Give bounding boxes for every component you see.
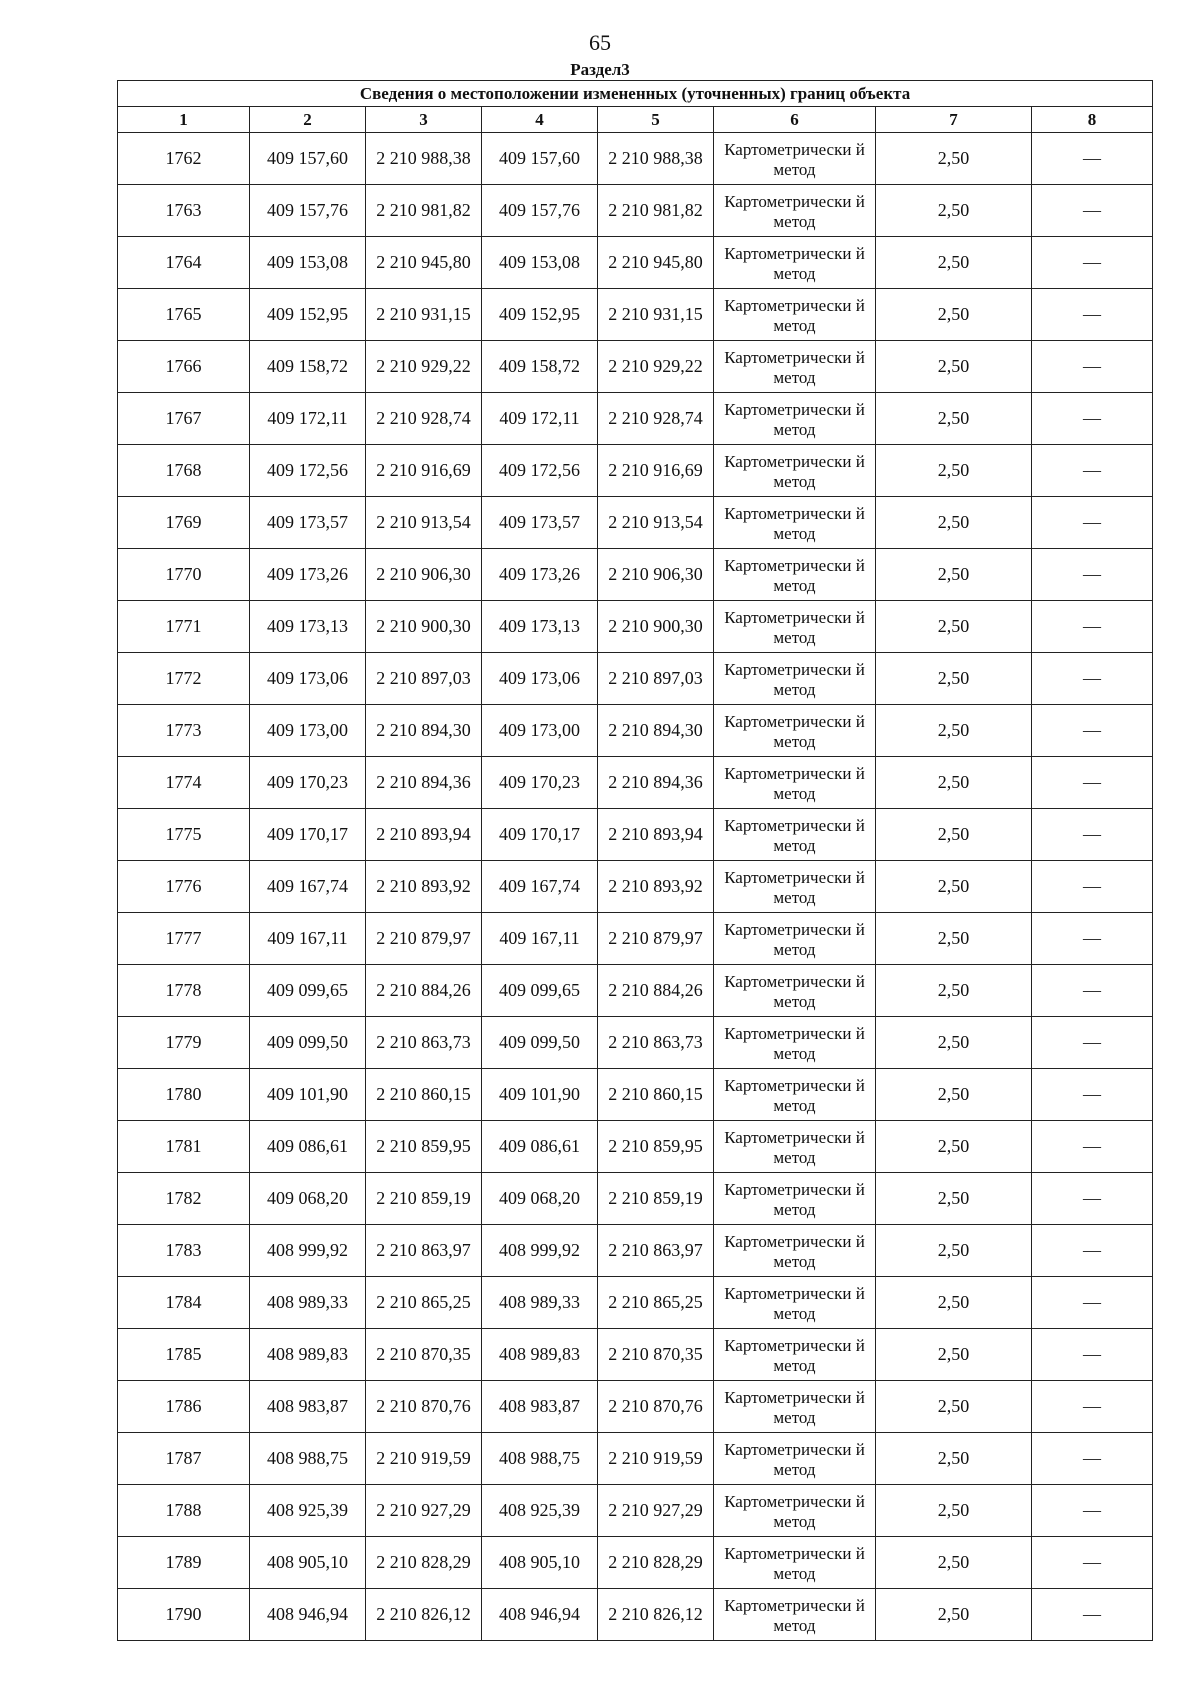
table-cell: 409 173,57: [482, 497, 598, 549]
table-cell: 2 210 900,30: [598, 601, 714, 653]
table-cell: Картометрически й метод: [714, 393, 876, 445]
table-cell: 2 210 981,82: [366, 185, 482, 237]
table-row: [118, 601, 1153, 653]
table-cell: —: [1032, 809, 1153, 861]
table-cell: 409 173,06: [482, 653, 598, 705]
table-cell: —: [1032, 1017, 1153, 1069]
table-cell: —: [1032, 1537, 1153, 1589]
table-cell: 2 210 897,03: [598, 653, 714, 705]
table-row: [118, 965, 1153, 1017]
table-row: [118, 1329, 1153, 1381]
table-cell: 2 210 894,30: [598, 705, 714, 757]
table-cell: 1766: [118, 341, 250, 393]
table-cell: 1763: [118, 185, 250, 237]
table-cell: 2 210 870,35: [366, 1329, 482, 1381]
table-cell: 1779: [118, 1017, 250, 1069]
table-cell: —: [1032, 237, 1153, 289]
table-cell: 1790: [118, 1589, 250, 1641]
table-cell: —: [1032, 601, 1153, 653]
table-cell: 409 152,95: [250, 289, 366, 341]
table-cell: 2,50: [876, 913, 1032, 965]
table-cell: —: [1032, 1381, 1153, 1433]
table-cell: 2 210 884,26: [366, 965, 482, 1017]
table-cell: 409 173,13: [250, 601, 366, 653]
table-cell: 1767: [118, 393, 250, 445]
table-row: [118, 497, 1153, 549]
table-cell: 2 210 870,76: [366, 1381, 482, 1433]
table-cell: 2 210 828,29: [366, 1537, 482, 1589]
table-cell: 408 989,83: [482, 1329, 598, 1381]
table-cell: 1782: [118, 1173, 250, 1225]
table-cell: —: [1032, 1433, 1153, 1485]
column-header-4: 4: [482, 107, 598, 133]
table-cell: 2,50: [876, 237, 1032, 289]
table-cell: 2 210 945,80: [366, 237, 482, 289]
table-cell: 1769: [118, 497, 250, 549]
table-cell: 2 210 826,12: [598, 1589, 714, 1641]
table-cell: 2 210 919,59: [366, 1433, 482, 1485]
table-row: [118, 549, 1153, 601]
table-cell: Картометрически й метод: [714, 1381, 876, 1433]
table-cell: 1788: [118, 1485, 250, 1537]
table-cell: 2,50: [876, 1537, 1032, 1589]
table-cell: 2,50: [876, 1225, 1032, 1277]
table-cell: Картометрически й метод: [714, 289, 876, 341]
table-cell: 409 167,11: [250, 913, 366, 965]
table-cell: 409 068,20: [250, 1173, 366, 1225]
table-cell: 2 210 897,03: [366, 653, 482, 705]
table-cell: 2 210 913,54: [598, 497, 714, 549]
table-cell: 2 210 981,82: [598, 185, 714, 237]
table-cell: —: [1032, 1173, 1153, 1225]
table-cell: 2,50: [876, 497, 1032, 549]
table-row: [118, 757, 1153, 809]
table-cell: 1780: [118, 1069, 250, 1121]
table-cell: 2 210 927,29: [366, 1485, 482, 1537]
table-row: [118, 1381, 1153, 1433]
table-row: [118, 133, 1153, 185]
table-cell: 408 925,39: [482, 1485, 598, 1537]
table-cell: Картометрически й метод: [714, 237, 876, 289]
table-cell: Картометрически й метод: [714, 445, 876, 497]
table-cell: 1774: [118, 757, 250, 809]
table-cell: 2,50: [876, 393, 1032, 445]
table-cell: 408 989,33: [482, 1277, 598, 1329]
table-cell: 2 210 900,30: [366, 601, 482, 653]
table-cell: Картометрически й метод: [714, 497, 876, 549]
table-cell: 1770: [118, 549, 250, 601]
table-cell: 2 210 859,19: [366, 1173, 482, 1225]
table-cell: 409 172,56: [250, 445, 366, 497]
table-cell: 408 988,75: [250, 1433, 366, 1485]
table-cell: 409 167,74: [250, 861, 366, 913]
table-cell: Картометрически й метод: [714, 861, 876, 913]
table-cell: 2,50: [876, 1069, 1032, 1121]
table-cell: Картометрически й метод: [714, 1121, 876, 1173]
table-cell: —: [1032, 1069, 1153, 1121]
table-row: [118, 653, 1153, 705]
table-cell: 2 210 894,36: [598, 757, 714, 809]
table-cell: 2 210 893,92: [366, 861, 482, 913]
table-cell: 1784: [118, 1277, 250, 1329]
table-cell: 2,50: [876, 185, 1032, 237]
table-cell: 409 153,08: [482, 237, 598, 289]
table-cell: Картометрически й метод: [714, 1277, 876, 1329]
table-cell: 408 946,94: [482, 1589, 598, 1641]
page-number: 65: [589, 30, 611, 55]
table-cell: 2,50: [876, 445, 1032, 497]
table-cell: Картометрически й метод: [714, 1069, 876, 1121]
table-cell: 2 210 865,25: [366, 1277, 482, 1329]
table-cell: Картометрически й метод: [714, 1329, 876, 1381]
table-cell: Картометрически й метод: [714, 965, 876, 1017]
table-cell: 2,50: [876, 341, 1032, 393]
table-cell: 2 210 860,15: [366, 1069, 482, 1121]
table-cell: 409 068,20: [482, 1173, 598, 1225]
table-cell: 2 210 927,29: [598, 1485, 714, 1537]
table-cell: 409 157,76: [482, 185, 598, 237]
table-cell: 2 210 893,94: [598, 809, 714, 861]
table-cell: 409 099,50: [250, 1017, 366, 1069]
table-cell: Картометрически й метод: [714, 601, 876, 653]
table-cell: 2,50: [876, 1173, 1032, 1225]
table-cell: 409 170,17: [482, 809, 598, 861]
table-cell: Картометрически й метод: [714, 1225, 876, 1277]
table-cell: 2 210 859,95: [366, 1121, 482, 1173]
table-cell: 409 157,60: [482, 133, 598, 185]
table-row: [118, 1537, 1153, 1589]
table-cell: Картометрически й метод: [714, 1433, 876, 1485]
table-cell: 409 157,76: [250, 185, 366, 237]
table-cell: —: [1032, 133, 1153, 185]
table-row: [118, 861, 1153, 913]
table-cell: 409 099,65: [250, 965, 366, 1017]
table-cell: 409 101,90: [482, 1069, 598, 1121]
table-cell: 409 158,72: [482, 341, 598, 393]
table-cell: Картометрически й метод: [714, 913, 876, 965]
table-cell: 409 172,56: [482, 445, 598, 497]
table-cell: 409 167,11: [482, 913, 598, 965]
table-cell: 2 210 919,59: [598, 1433, 714, 1485]
table-cell: 2 210 945,80: [598, 237, 714, 289]
table-cell: —: [1032, 965, 1153, 1017]
table-cell: 408 983,87: [250, 1381, 366, 1433]
table-cell: 1783: [118, 1225, 250, 1277]
table-cell: 1781: [118, 1121, 250, 1173]
table-cell: 2 210 893,94: [366, 809, 482, 861]
table-cell: 409 170,23: [250, 757, 366, 809]
table-cell: 2 210 860,15: [598, 1069, 714, 1121]
table-row: [118, 809, 1153, 861]
table-cell: —: [1032, 289, 1153, 341]
table-cell: —: [1032, 1589, 1153, 1641]
table-cell: 409 173,26: [250, 549, 366, 601]
table-row: [118, 1173, 1153, 1225]
table-cell: 1771: [118, 601, 250, 653]
table-row: [118, 1433, 1153, 1485]
table-cell: 2,50: [876, 133, 1032, 185]
table-cell: 408 983,87: [482, 1381, 598, 1433]
table-cell: 2 210 893,92: [598, 861, 714, 913]
table-cell: 2 210 916,69: [598, 445, 714, 497]
column-header-2: 2: [250, 107, 366, 133]
table-cell: 1777: [118, 913, 250, 965]
table-cell: 2,50: [876, 653, 1032, 705]
table-cell: 409 172,11: [482, 393, 598, 445]
table-row: [118, 445, 1153, 497]
table-cell: Картометрически й метод: [714, 1017, 876, 1069]
table-cell: 2,50: [876, 1485, 1032, 1537]
table-cell: 408 999,92: [482, 1225, 598, 1277]
column-header-8: 8: [1032, 107, 1153, 133]
table-cell: Картометрически й метод: [714, 133, 876, 185]
table-cell: 408 905,10: [482, 1537, 598, 1589]
table-cell: —: [1032, 185, 1153, 237]
table-cell: 2,50: [876, 289, 1032, 341]
table-cell: 1773: [118, 705, 250, 757]
table-cell: —: [1032, 549, 1153, 601]
table-cell: 2 210 828,29: [598, 1537, 714, 1589]
boundary-coordinates-table: [117, 80, 1153, 1641]
table-cell: 409 101,90: [250, 1069, 366, 1121]
table-cell: 2,50: [876, 809, 1032, 861]
table-cell: 2 210 906,30: [366, 549, 482, 601]
table-cell: Картометрически й метод: [714, 1485, 876, 1537]
table-cell: 409 173,26: [482, 549, 598, 601]
table-row: [118, 1225, 1153, 1277]
table-cell: 408 989,33: [250, 1277, 366, 1329]
table-cell: 1778: [118, 965, 250, 1017]
table-cell: Картометрически й метод: [714, 809, 876, 861]
table-cell: 2 210 870,76: [598, 1381, 714, 1433]
table-cell: Картометрически й метод: [714, 549, 876, 601]
table-row: [118, 237, 1153, 289]
table-cell: 1764: [118, 237, 250, 289]
table-cell: 2 210 916,69: [366, 445, 482, 497]
table-row: [118, 705, 1153, 757]
section-title: Раздел3: [570, 60, 630, 79]
table-cell: 409 152,95: [482, 289, 598, 341]
table-cell: 2 210 826,12: [366, 1589, 482, 1641]
table-cell: —: [1032, 341, 1153, 393]
table-cell: 409 086,61: [482, 1121, 598, 1173]
table-cell: 408 925,39: [250, 1485, 366, 1537]
table-cell: —: [1032, 757, 1153, 809]
table-cell: 1765: [118, 289, 250, 341]
table-cell: 2 210 928,74: [366, 393, 482, 445]
column-header-7: 7: [876, 107, 1032, 133]
table-cell: 2 210 884,26: [598, 965, 714, 1017]
table-cell: 2,50: [876, 965, 1032, 1017]
table-cell: 2,50: [876, 1589, 1032, 1641]
table-row: [118, 1277, 1153, 1329]
table-cell: 2 210 988,38: [598, 133, 714, 185]
table-cell: 409 099,50: [482, 1017, 598, 1069]
table-cell: Картометрически й метод: [714, 1537, 876, 1589]
table-cell: 2 210 894,30: [366, 705, 482, 757]
table-cell: Картометрически й метод: [714, 1589, 876, 1641]
table-cell: 409 173,13: [482, 601, 598, 653]
table-cell: 2 210 863,73: [598, 1017, 714, 1069]
table-cell: 2,50: [876, 757, 1032, 809]
table-cell: 2 210 988,38: [366, 133, 482, 185]
table-cell: 1772: [118, 653, 250, 705]
table-row: [118, 1069, 1153, 1121]
table-cell: 1762: [118, 133, 250, 185]
table-cell: Картометрически й метод: [714, 705, 876, 757]
table-cell: —: [1032, 913, 1153, 965]
table-cell: 2,50: [876, 1017, 1032, 1069]
table-cell: 2 210 929,22: [598, 341, 714, 393]
table-cell: —: [1032, 497, 1153, 549]
table-cell: 1789: [118, 1537, 250, 1589]
table-row: [118, 1017, 1153, 1069]
table-cell: 2 210 859,95: [598, 1121, 714, 1173]
table-cell: 1776: [118, 861, 250, 913]
table-cell: 409 172,11: [250, 393, 366, 445]
column-header-6: 6: [714, 107, 876, 133]
table-caption: Сведения о местоположении измененных (уточненных) границ объекта: [118, 81, 1153, 107]
table-cell: 1787: [118, 1433, 250, 1485]
table-cell: 409 170,17: [250, 809, 366, 861]
table-cell: 2 210 879,97: [366, 913, 482, 965]
table-row: [118, 393, 1153, 445]
table-row: [118, 1589, 1153, 1641]
table-cell: 409 099,65: [482, 965, 598, 1017]
table-cell: 2 210 931,15: [366, 289, 482, 341]
table-row: [118, 1485, 1153, 1537]
table-cell: 409 170,23: [482, 757, 598, 809]
table-row: [118, 341, 1153, 393]
table-cell: —: [1032, 445, 1153, 497]
table-cell: 2 210 928,74: [598, 393, 714, 445]
table-cell: 2 210 931,15: [598, 289, 714, 341]
table-cell: Картометрически й метод: [714, 185, 876, 237]
table-cell: 408 999,92: [250, 1225, 366, 1277]
table-cell: 409 173,00: [250, 705, 366, 757]
table-cell: 2 210 906,30: [598, 549, 714, 601]
column-header-1: 1: [118, 107, 250, 133]
table-cell: 2 210 929,22: [366, 341, 482, 393]
table-cell: 409 173,57: [250, 497, 366, 549]
table-cell: —: [1032, 653, 1153, 705]
table-cell: 409 157,60: [250, 133, 366, 185]
table-cell: 2,50: [876, 1329, 1032, 1381]
table-cell: Картометрически й метод: [714, 757, 876, 809]
table-cell: 1786: [118, 1381, 250, 1433]
table-cell: 2,50: [876, 861, 1032, 913]
column-header-3: 3: [366, 107, 482, 133]
table-cell: 1768: [118, 445, 250, 497]
table-cell: 2,50: [876, 1277, 1032, 1329]
table-cell: 2,50: [876, 1121, 1032, 1173]
table-cell: —: [1032, 1225, 1153, 1277]
table-cell: 408 989,83: [250, 1329, 366, 1381]
table-cell: —: [1032, 1277, 1153, 1329]
table-cell: 2 210 879,97: [598, 913, 714, 965]
table-cell: 408 988,75: [482, 1433, 598, 1485]
table-cell: 408 905,10: [250, 1537, 366, 1589]
column-header-5: 5: [598, 107, 714, 133]
table-header-row: [118, 107, 1153, 133]
table-cell: 2 210 894,36: [366, 757, 482, 809]
table-cell: 2,50: [876, 601, 1032, 653]
table-cell: 2 210 913,54: [366, 497, 482, 549]
table-cell: —: [1032, 393, 1153, 445]
table-cell: 2,50: [876, 705, 1032, 757]
table-cell: 2,50: [876, 549, 1032, 601]
table-cell: Картометрически й метод: [714, 653, 876, 705]
table-cell: 2 210 863,73: [366, 1017, 482, 1069]
table-body: [118, 133, 1153, 1641]
table-row: [118, 185, 1153, 237]
table-cell: —: [1032, 1121, 1153, 1173]
table-cell: 2,50: [876, 1433, 1032, 1485]
table-cell: 2 210 863,97: [366, 1225, 482, 1277]
table-cell: —: [1032, 705, 1153, 757]
table-cell: —: [1032, 861, 1153, 913]
table-cell: 2,50: [876, 1381, 1032, 1433]
table-cell: 409 167,74: [482, 861, 598, 913]
table-cell: 408 946,94: [250, 1589, 366, 1641]
table-cell: —: [1032, 1329, 1153, 1381]
table-cell: 2 210 865,25: [598, 1277, 714, 1329]
table-row: [118, 913, 1153, 965]
table-cell: 1785: [118, 1329, 250, 1381]
table-cell: Картометрически й метод: [714, 341, 876, 393]
table-row: [118, 1121, 1153, 1173]
table-cell: 1775: [118, 809, 250, 861]
table-cell: 2 210 870,35: [598, 1329, 714, 1381]
table-cell: 409 158,72: [250, 341, 366, 393]
table-cell: 2 210 859,19: [598, 1173, 714, 1225]
table-row: [118, 289, 1153, 341]
table-cell: 409 153,08: [250, 237, 366, 289]
table-cell: 409 173,00: [482, 705, 598, 757]
table-cell: Картометрически й метод: [714, 1173, 876, 1225]
table-cell: 409 086,61: [250, 1121, 366, 1173]
table-cell: 2 210 863,97: [598, 1225, 714, 1277]
table-cell: —: [1032, 1485, 1153, 1537]
table-cell: 409 173,06: [250, 653, 366, 705]
